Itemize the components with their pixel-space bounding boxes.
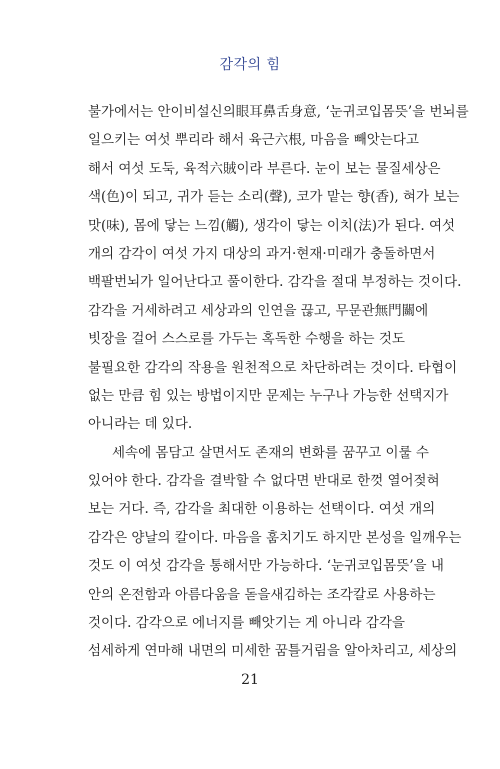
text-line: 백팔번뇌가 일어난다고 풀이한다. 감각을 절대 부정하는 것이다.	[88, 274, 462, 291]
text-line: 빗장을 걸어 스스로를 가두는 혹독한 수행을 하는 것도	[88, 331, 405, 348]
text-line: 있어야 한다. 감각을 결박할 수 없다면 반대로 한껏 열어젖혀	[88, 473, 440, 490]
text-line: 불필요한 감각의 작용을 원천적으로 차단하려는 것이다. 타협이	[88, 359, 458, 376]
paragraph-1	[88, 98, 468, 439]
text-line: 개의 감각이 여섯 가지 대상의 과거·현재·미래가 충돌하면서	[88, 245, 436, 262]
text-line: 세속에 몸담고 살면서도 존재의 변화를 꿈꾸고 이룰 수	[112, 444, 429, 461]
text-line: 해서 여섯 도둑, 육적六賊이라 부른다. 눈이 보는 물질세상은	[88, 160, 441, 177]
text-line: 없는 만큼 힘 있는 방법이지만 문제는 누구나 가능한 선택지가	[88, 387, 449, 404]
text-line: 아니라는 데 있다.	[88, 416, 193, 433]
text-line: 것이다. 감각으로 에너지를 빼앗기는 게 아니라 감각을	[88, 615, 405, 632]
running-title: 감각의 힘	[219, 57, 281, 73]
text-line: 불가에서는 안이비설신의眼耳鼻舌身意, ‘눈귀코입몸뜻’을 번뇌를	[88, 104, 469, 120]
text-line: 감각은 양날의 칼이다. 마음을 훔치기도 하지만 본성을 일깨우는	[88, 529, 462, 546]
text-line: 안의 온전함과 아름다움을 돋을새김하는 조각칼로 사용하는	[88, 586, 436, 603]
text-line: 섬세하게 연마해 내면의 미세한 꿈틀거림을 알아차리고, 세상의	[88, 643, 458, 660]
body-text	[88, 98, 468, 666]
text-line: 색(色)이 되고, 귀가 듣는 소리(聲), 코가 맡는 향(香), 혀가 보는	[88, 189, 460, 206]
text-line: 보는 거다. 즉, 감각을 최대한 이용하는 선택이다. 여섯 개의	[88, 501, 436, 518]
paragraph-2	[88, 439, 468, 666]
page-number: 21	[241, 672, 259, 688]
text-line: 것도 이 여섯 감각을 통해서만 가능하다. ‘눈귀코입몸뜻’을 내	[88, 558, 444, 575]
text-line: 감각을 거세하려고 세상과의 인연을 끊고, 무문관無門關에	[88, 302, 429, 319]
text-line: 맛(味), 몸에 닿는 느낌(觸), 생각이 닿는 이치(法)가 된다. 여섯	[88, 217, 456, 234]
text-line: 일으키는 여섯 뿌리라 해서 육근六根, 마음을 빼앗는다고	[88, 132, 419, 149]
